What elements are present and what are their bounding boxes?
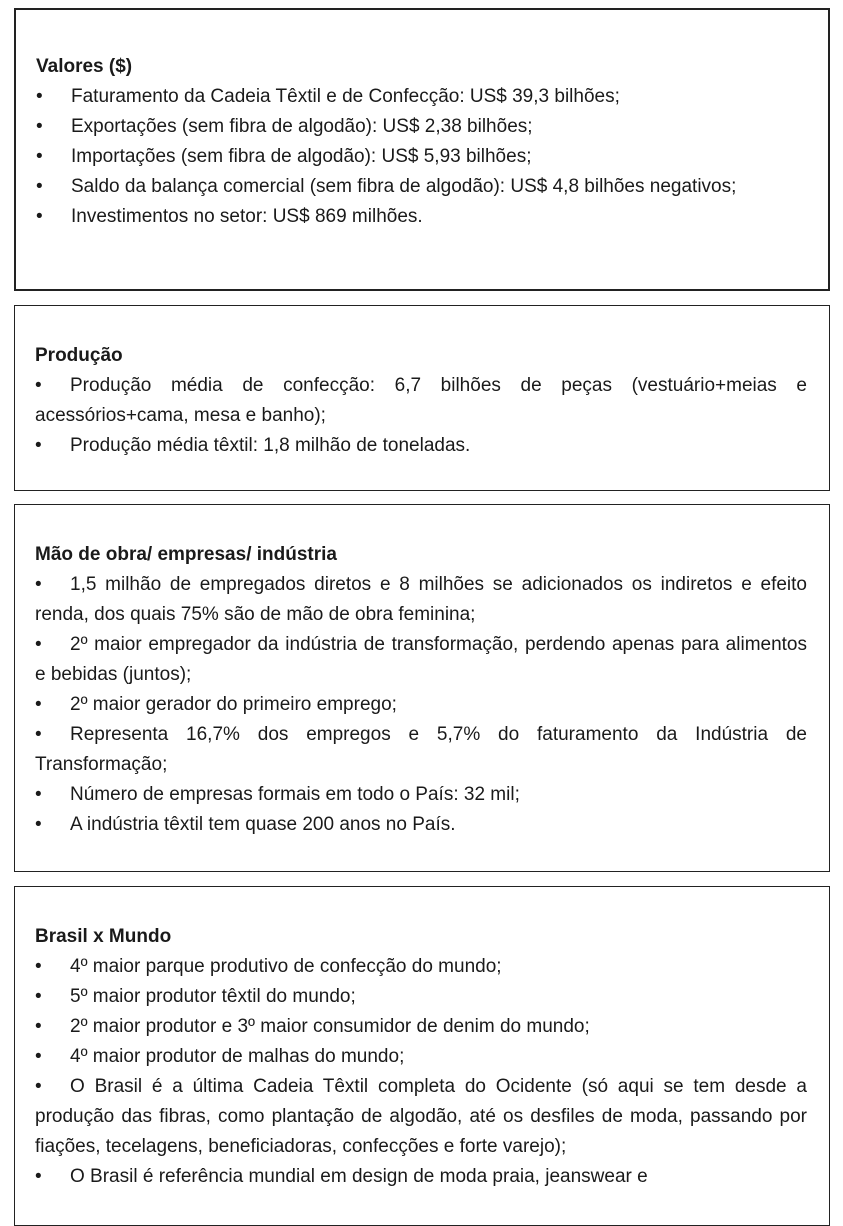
bullet-icon: •: [35, 724, 42, 745]
list-item: • O Brasil é a última Cadeia Têxtil completa do Ocidente (só aqui se tem desde a produção das fibras, como plantação de algodão, até os desfiles de moda, passando por fiações, tecelagens, beneficiadoras, confecções e forte varejo);: [35, 1072, 807, 1162]
bullet-icon: •: [35, 694, 42, 715]
bullet-icon: •: [35, 375, 42, 396]
bullet-icon: •: [35, 634, 42, 655]
bullet-list: [36, 82, 806, 232]
list-item: • A indústria têxtil tem quase 200 anos no País.: [35, 810, 807, 840]
section-brasil-x-mundo: [14, 886, 830, 1226]
bullet-icon: •: [35, 435, 42, 456]
bullet-icon: •: [35, 986, 42, 1007]
bullet-icon: •: [35, 956, 42, 977]
bullet-icon: •: [36, 146, 43, 167]
section-title: Brasil x Mundo: [35, 926, 172, 947]
section-mao-de-obra: [14, 504, 830, 872]
section-title: Mão de obra/ empresas/ indústria: [35, 544, 337, 565]
bullet-icon: •: [35, 1166, 42, 1187]
list-item: • 4º maior produtor de malhas do mundo;: [35, 1042, 807, 1072]
bullet-icon: •: [35, 574, 42, 595]
bullet-icon: •: [35, 1076, 42, 1097]
list-item: • Exportações (sem fibra de algodão): US$ 2,38 bilhões;: [36, 112, 806, 142]
bullet-icon: •: [35, 1046, 42, 1067]
list-item: • Investimentos no setor: US$ 869 milhões.: [36, 202, 806, 232]
list-item: • Produção média têxtil: 1,8 milhão de toneladas.: [35, 431, 807, 461]
bullet-icon: •: [36, 116, 43, 137]
section-title: Valores ($): [36, 56, 133, 77]
list-item: • Importações (sem fibra de algodão): US$ 5,93 bilhões;: [36, 142, 806, 172]
bullet-list: [35, 371, 807, 461]
section-title: Produção: [35, 345, 123, 366]
bullet-icon: •: [36, 176, 43, 197]
bullet-icon: •: [35, 1016, 42, 1037]
bullet-list: [35, 570, 807, 840]
list-item: • Faturamento da Cadeia Têxtil e de Confecção: US$ 39,3 bilhões;: [36, 82, 806, 112]
list-item: • 1,5 milhão de empregados diretos e 8 milhões se adicionados os indiretos e efeito renda, dos quais 75% são de mão de obra feminina;: [35, 570, 807, 630]
list-item: • O Brasil é referência mundial em design de moda praia, jeanswear e: [35, 1162, 807, 1192]
bullet-icon: •: [35, 784, 42, 805]
section-valores: [14, 8, 830, 291]
bullet-icon: •: [36, 86, 43, 107]
list-item: • 2º maior gerador do primeiro emprego;: [35, 690, 807, 720]
bullet-list: [35, 952, 807, 1192]
list-item: • 2º maior produtor e 3º maior consumidor de denim do mundo;: [35, 1012, 807, 1042]
list-item: • 4º maior parque produtivo de confecção do mundo;: [35, 952, 807, 982]
list-item: • Saldo da balança comercial (sem fibra de algodão): US$ 4,8 bilhões negativos;: [36, 172, 806, 202]
section-producao: [14, 305, 830, 491]
list-item: • 5º maior produtor têxtil do mundo;: [35, 982, 807, 1012]
bullet-icon: •: [36, 206, 43, 227]
list-item: • Número de empresas formais em todo o País: 32 mil;: [35, 780, 807, 810]
list-item: • Produção média de confecção: 6,7 bilhões de peças (vestuário+meias e acessórios+cama, mesa e banho);: [35, 371, 807, 431]
bullet-icon: •: [35, 814, 42, 835]
list-item: • Representa 16,7% dos empregos e 5,7% do faturamento da Indústria de Transformação;: [35, 720, 807, 780]
list-item: • 2º maior empregador da indústria de transformação, perdendo apenas para alimentos e bebidas (juntos);: [35, 630, 807, 690]
